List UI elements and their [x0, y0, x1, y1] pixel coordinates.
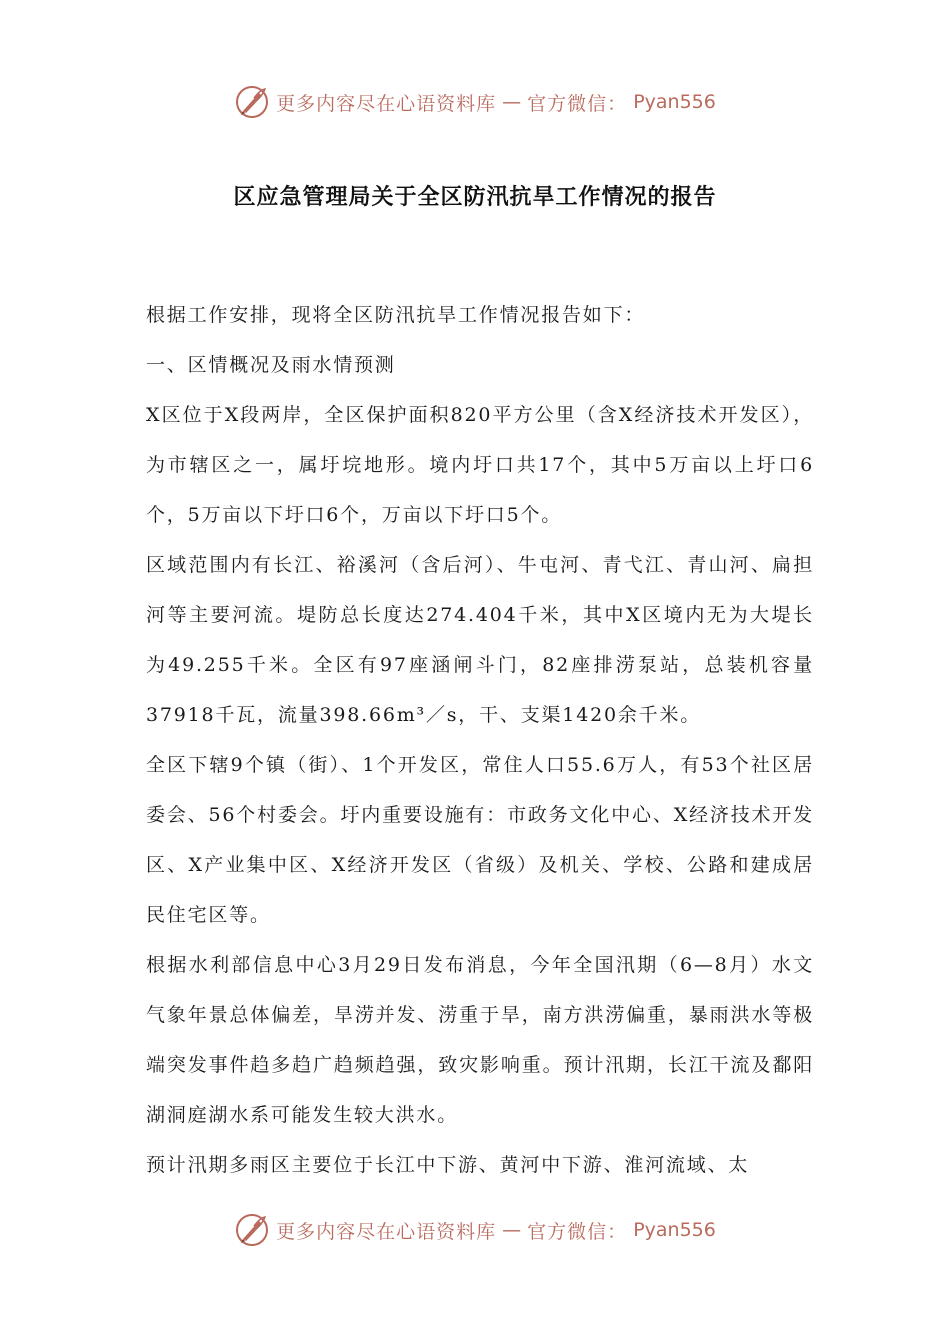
document-body — [146, 290, 814, 1190]
header-watermark — [0, 84, 950, 120]
paragraph-rivers: 区域范围内有长江、裕溪河（含后河）、牛屯河、青弋江、青山河、扁担河等主要河流。堤防总长度达274.404千米，其中X区境内无为大堤长为49.255千米。全区有97座涵闸斗门，82座排涝泵站，总装机容量37918千瓦，流量398.66m³／s，干、支渠1420余千米。 — [146, 554, 814, 726]
section-heading: 一、区情概况及雨水情预测 — [146, 354, 396, 376]
document-title: 区应急管理局关于全区防汛抗旱工作情况的报告 — [233, 185, 717, 210]
footer-watermark — [0, 1212, 950, 1248]
watermark-dash: — — [502, 91, 522, 113]
watermark-text: 更多内容尽在心语资料库 — [276, 1220, 497, 1243]
quill-logo-icon — [234, 1212, 270, 1248]
quill-logo-icon — [234, 84, 270, 120]
watermark-text: 更多内容尽在心语资料库 — [276, 92, 497, 115]
paragraph-population: 全区下辖9个镇（街）、1个开发区，常住人口55.6万人，有53个社区居委会、56个村委会。圩内重要设施有：市政务文化中心、X经济技术开发区、X产业集中区、X经济开发区（省级）及机关、学校、公路和建成居民住宅区等。 — [146, 754, 814, 926]
watermark-wechat-id: Pyan556 — [633, 91, 716, 113]
watermark-suffix: 官方微信： — [527, 1220, 628, 1243]
paragraph-rain-area: 预计汛期多雨区主要位于长江中下游、黄河中下游、淮河流域、太 — [146, 1154, 750, 1176]
paragraph-forecast: 根据水利部信息中心3月29日发布消息，今年全国汛期（6—8月）水文气象年景总体偏差，旱涝并发、涝重于旱，南方洪涝偏重，暴雨洪水等极端突发事件趋多趋广趋频趋强，致灾影响重。预计汛期，长江干流及鄱阳湖洞庭湖水系可能发生较大洪水。 — [146, 954, 814, 1126]
paragraph-location: X区位于X段两岸，全区保护面积820平方公里（含X经济技术开发区），为市辖区之一，属圩垸地形。境内圩口共17个，其中5万亩以上圩口6个，5万亩以下圩口6个，万亩以下圩口5个。 — [146, 404, 814, 526]
intro-paragraph: 根据工作安排，现将全区防汛抗旱工作情况报告如下： — [146, 304, 646, 326]
watermark-wechat-id: Pyan556 — [633, 1219, 716, 1241]
watermark-suffix: 官方微信： — [527, 92, 628, 115]
watermark-dash: — — [502, 1219, 522, 1241]
